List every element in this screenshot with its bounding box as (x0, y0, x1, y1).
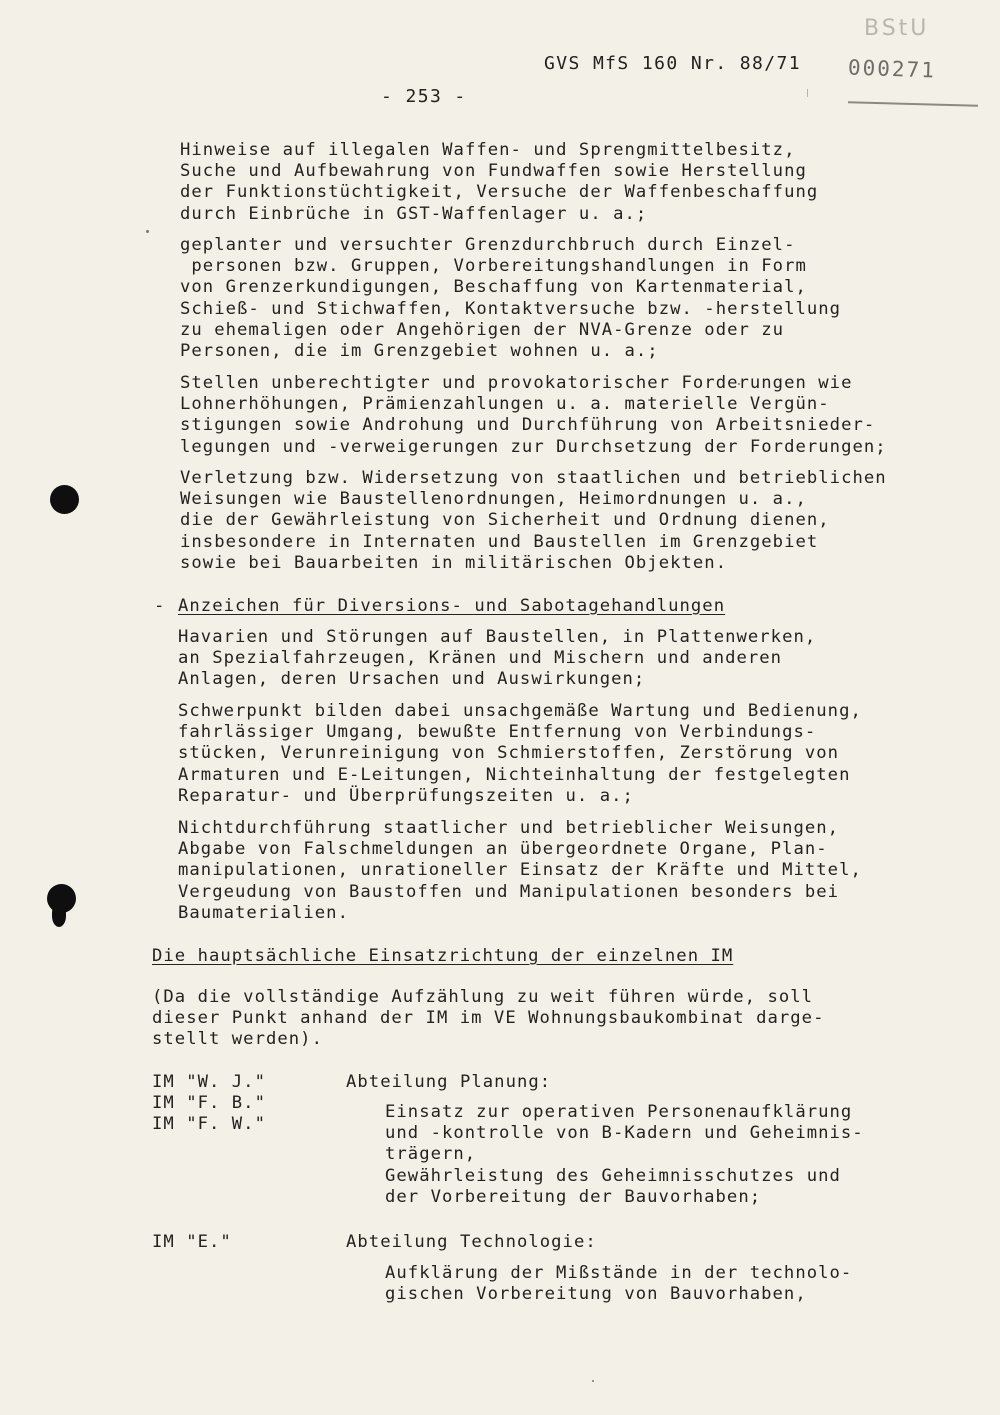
paragraph-line: stücken, Verunreinigung von Schmierstoffen, Zerstörung von (178, 743, 840, 764)
paragraph-line: an Spezialfahrzeugen, Kränen und Mischern und anderen (178, 648, 783, 669)
paragraph-line: Nichtdurchführung staatlicher und betrieblicher Weisungen, (178, 818, 840, 838)
paragraph-line: manipulationen, unrationeller Einsatz der Kräfte und Mittel, (178, 860, 862, 881)
punch-hole-bottom-tear (52, 905, 66, 927)
im-code-line: IM "E." (152, 1232, 232, 1252)
paragraph-line: die der Gewährleistung von Sicherheit und Ordnung dienen, (180, 510, 830, 531)
im-code-line: IM "F. W." (152, 1114, 266, 1135)
paragraph-line: Schwerpunkt bilden dabei unsachgemäße Wartung und Bedienung, (178, 701, 862, 721)
archive-stamp: BStU (864, 16, 930, 41)
paragraph-line: der Funktionstüchtigkeit, Versuche der Waffenbeschaffung (180, 182, 819, 203)
paragraph-line: legungen und -verweigerungen zur Durchsetzung der Forderungen; (180, 436, 887, 457)
margin-tick (807, 89, 808, 97)
department-technology: Abteilung Technologie: (346, 1232, 597, 1252)
paragraph-line: Schieß- und Stichwaffen, Kontaktversuche bzw. -herstellung (180, 298, 842, 319)
paragraph-line: fahrlässiger Umgang, bewußte Entfernung von Verbindungs- (178, 722, 817, 743)
task-line: und -kontrolle von B-Kadern und Geheimnis- (385, 1123, 864, 1144)
paragraph-line: Lohnerhöhungen, Prämienzahlungen u. a. materielle Vergün- (180, 394, 830, 415)
task-line: trägern, (385, 1144, 477, 1165)
heading-deployment: Die hauptsächliche Einsatzrichtung der einzelnen IM (152, 946, 734, 966)
im-code-line: IM "F. B." (152, 1093, 266, 1114)
paragraph-line: personen bzw. Gruppen, Vorbereitungshandlungen in Form (180, 256, 807, 277)
paragraph-line: (Da die vollständige Aufzählung zu weit führen würde, soll (152, 987, 814, 1007)
task-line: Einsatz zur operativen Personenaufklärung (385, 1102, 853, 1122)
paragraph-line: Baumaterialien. (178, 902, 349, 923)
paper-speck (592, 1380, 594, 1382)
paragraph-line: geplanter und versuchter Grenzdurchbruch durch Einzel- (180, 235, 796, 255)
paragraph-line: Anlagen, deren Ursachen und Auswirkungen; (178, 669, 646, 690)
task-line: Aufklärung der Mißstände in der technolo- (385, 1263, 853, 1283)
paragraph-line: dieser Punkt anhand der IM im VE Wohnungsbaukombinat darge- (152, 1008, 825, 1029)
sheet-number-stamp: 000271 (847, 55, 937, 83)
paragraph-line: Suche und Aufbewahrung von Fundwaffen sowie Herstellung (180, 161, 807, 182)
task-line: Gewährleistung des Geheimnisschutzes und (385, 1165, 841, 1186)
department-planning: Abteilung Planung: (346, 1072, 552, 1092)
stamp-underline (848, 101, 978, 106)
paragraph-line: zu ehemaligen oder Angehörigen der NVA-Grenze oder zu (180, 319, 785, 340)
paragraph-line: Personen, die im Grenzgebiet wohnen u. a.; (180, 341, 659, 361)
paper-speck (146, 230, 149, 233)
paragraph-line: stigungen sowie Androhung und Durchführung von Arbeitsnieder- (180, 415, 876, 436)
paragraph-line: stellt werden). (152, 1029, 323, 1050)
heading-diversion-dash: - (154, 596, 166, 616)
paragraph-line: Verletzung bzw. Widersetzung von staatlichen und betrieblichen (180, 468, 887, 488)
paragraph-line: Reparatur- und Überprüfungszeiten u. a.; (178, 785, 634, 806)
paragraph-line: sowie bei Bauarbeiten in militärischen Objekten. (180, 552, 728, 573)
paragraph-line: insbesondere in Internaten und Baustellen im Grenzgebiet (180, 531, 819, 552)
document-reference: GVS MfS 160 Nr. 88/71 (544, 53, 801, 74)
paragraph-line: Weisungen wie Baustellenordnungen, Heimordnungen u. a., (180, 489, 807, 510)
paragraph-line: Havarien und Störungen auf Baustellen, in Plattenwerken, (178, 627, 817, 647)
paragraph-line: Stellen unberechtigter und provokatorischer Forderungen wie (180, 373, 853, 393)
paragraph-line: Abgabe von Falschmeldungen an übergeordnete Organe, Plan- (178, 839, 828, 860)
paragraph-line: von Grenzerkundigungen, Beschaffung von Kartenmaterial, (180, 277, 807, 298)
paragraph-line: durch Einbrüche in GST-Waffenlager u. a.; (180, 203, 648, 224)
paragraph-line: Armaturen und E-Leitungen, Nichteinhaltung der festgelegten (178, 764, 851, 785)
paragraph-line: Vergeudung von Baustoffen und Manipulationen besonders bei (178, 881, 840, 902)
punch-hole-top (50, 485, 79, 514)
task-line: der Vorbereitung der Bauvorhaben; (385, 1186, 762, 1207)
heading-diversion: Anzeichen für Diversions- und Sabotagehandlungen (178, 596, 726, 616)
im-code-line: IM "W. J." (152, 1072, 266, 1092)
task-line: gischen Vorbereitung von Bauvorhaben, (385, 1284, 807, 1305)
page-number: - 253 - (381, 86, 467, 107)
paragraph-line: Hinweise auf illegalen Waffen- und Sprengmittelbesitz, (180, 140, 796, 160)
